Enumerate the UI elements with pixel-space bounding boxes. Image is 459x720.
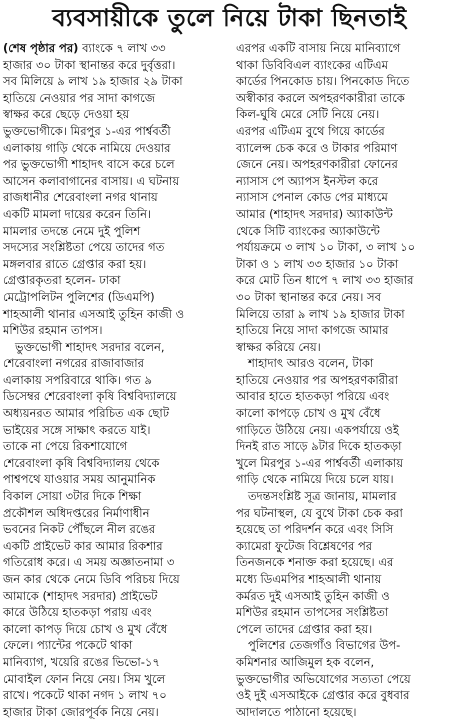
article-line: ন্যাসাস পে অ্যাপস ইনস্টল করে <box>236 173 379 188</box>
article-line: জন কার থেকে নেমে ডিবি পরিচয় দিয়ে <box>3 572 180 586</box>
article-line: বিকাল সোয়া ৩টার দিকে শিক্ষা <box>3 489 142 504</box>
article-line: খুলে মিরপুর ১-এর পার্শ্ববর্তী এলাকায় <box>236 455 404 470</box>
article-line: মামলার তদন্তে নেমে দুই পুলিশ <box>3 223 141 238</box>
article-line: আবার হাতে হাতকড়া পরিয়ে এবং <box>236 389 390 404</box>
article-line: একটি মামলা দায়ের করেন তিনি। <box>3 206 152 221</box>
article-line: পর্যায়ক্রমে ৩ লাখ ১০ টাকা, ৩ লাখ ১০ <box>236 240 416 255</box>
article-line: পর ভুক্তভোগী শাহাদৎ বাসে করে চলে <box>3 157 175 172</box>
article-line: ভাইয়ের সঙ্গে সাক্ষাৎ করতে যাই। <box>3 422 151 437</box>
article-line: গাড়ি থেকে নামিয়ে দিয়ে চলে যায়। <box>236 472 394 487</box>
article-line: ব্যালেন্স চেক করে ও টাকার পরিমাণ <box>236 140 398 155</box>
article-line: কিল-ঘুষি মেরে সেটি নিয়ে নেয়। <box>236 107 380 122</box>
article-line: ৩০ টাকা স্থানান্তর করে নেয়। সব <box>236 289 382 304</box>
continued-label: (শেষ পৃষ্ঠার পর) <box>3 41 79 55</box>
article-line: কর্মরত দুই এসআই তুহিন কাজী ও <box>236 588 390 603</box>
article-line: আমাকে (শাহাদৎ সরদার) প্রাইভেট <box>3 588 158 603</box>
article-line: কালো কাপড় দিয়ে চোখ ও মুখ বেঁধে <box>3 621 168 636</box>
article-line: এলাকায় সপরিবারে থাকি। গত ৯ <box>3 372 152 387</box>
article-line: হয়েছে তা পরিদর্শন করে এবং সিসি <box>236 522 394 537</box>
article-line: এরপর এটিএম বুথে গিয়ে কার্ডের <box>236 123 385 138</box>
article-line: তিনজনকে শনাক্ত করা হয়েছে। এর <box>236 555 394 570</box>
article-line: গাড়িতে উঠিয়ে নেয়। একপর্যায়ে ওই <box>236 422 399 437</box>
article-line: হাতিয়ে নেওয়ার পর সাদা কাগজে <box>3 90 156 105</box>
article-line: শেরেবাংলা নগরের রাজাবাজার <box>3 356 144 371</box>
article-line: টাকা ও ১ লাখ ৩৩ হাজার ১০ টাকা <box>236 256 399 271</box>
article-line: একটি প্রাইভেট কার আমার রিকশার <box>3 538 163 553</box>
article-line: দিনই রাত সাড়ে ৯টার দিকে হাতকড়া <box>236 439 402 454</box>
article-line: গ্রেপ্তারকৃতরা হলেন- ঢাকা <box>3 273 121 288</box>
article-line: ভুক্তভোগী শাহাদৎ সরদার বলেন, <box>15 339 165 354</box>
article-line: অধ্যয়নরত আমার পরিচিত এক ছোট <box>3 406 169 421</box>
article-line: তদন্তসংশ্লিষ্ট সূত্র জানায়, মামলার <box>248 489 397 504</box>
article-column-left <box>3 40 225 719</box>
article-line: ডিসেম্বর শেরেবাংলা কৃষি বিশ্ববিদ্যালয়ে <box>3 389 177 404</box>
article-line: মানিব্যাগ, খয়েরি রঙের ভিভো-১৭ <box>3 654 160 669</box>
article-line: আমার (শাহাদৎ সরদার) অ্যাকাউন্ট <box>236 206 393 221</box>
article-line: কালো কাপড়ে চোখ ও মুখ বেঁধে <box>236 406 381 421</box>
article-line: কমিশনার আজিমুল হক বলেন, <box>236 654 375 669</box>
article-line: মশিউর রহমান তাপসের সংশ্লিষ্টতা <box>236 605 389 620</box>
article-line: স্বাক্ষর করিয়ে নেয়। <box>236 339 321 354</box>
article-line: এলাকায় গাড়ি থেকে নামিয়ে দেওয়ার <box>3 140 171 155</box>
article-line: ন্যাসাস পেনাল কোড পের মাধ্যমে <box>236 190 388 205</box>
article-line: মোবাইল ফোন নিয়ে নেয়। সিম খুলে <box>3 671 166 686</box>
article-line: মিলিয়ে তারা ৯ লাখ ১৯ হাজার টাকা <box>236 306 405 321</box>
article-line: অস্বীকার করলে অপহরণকারীরা তাকে <box>236 90 405 105</box>
article-line: হাজার টাকা জোরপূর্বক নিয়ে নেয়। <box>3 704 159 719</box>
article-line: স্বাক্ষর করে ছেড়ে দেওয়া হয় <box>3 107 130 122</box>
article-line: মধ্যে ডিএমপির শাহআলী থানায় <box>236 572 382 586</box>
article-line: মঙ্গলবার রাতে গ্রেপ্তার করা হয়। <box>3 256 147 271</box>
article-line: ক্যামেরা ফুটেজ বিশ্লেষণের পর <box>236 538 373 553</box>
article-line: থাকা ডিবিবিএল ব্যাংকের এটিএম <box>236 57 389 72</box>
article-line: জেনে নেয়। অপহরণকারীরা ফোনের <box>236 157 398 172</box>
article-line: শাহআলী থানার এসআই তুহিন কাজী ও <box>3 306 185 321</box>
article-line: ফেলে। প্যান্টের পকেটে থাকা <box>3 638 133 653</box>
article-line: গতিরোধ করে। এ সময় অজ্ঞাতনামা ৩ <box>3 555 175 570</box>
article-line: থেকে সিটি ব্যাংকের অ্যাকাউন্টে <box>236 223 380 238</box>
article-line: পাশ্বপথে যাওয়ার সময় আনুমানিক <box>3 472 156 487</box>
article-line: রাজধানীর শেরেবাংলা নগর থানায় <box>3 190 158 205</box>
article-line: হাজার ৩০ টাকা স্থানান্তর করে দুর্বৃত্তরা। <box>3 57 176 72</box>
headline: ব্যবসায়ীকে তুলে নিয়ে টাকা ছিনতাই <box>52 4 407 32</box>
article-line: সদস্যের সংশ্লিষ্টতা পেয়ে তাদের গত <box>3 240 165 255</box>
article-line: এরপর একটি বাসায় নিয়ে মানিব্যাগে <box>236 41 401 55</box>
article-line: আদালতে পাঠানো হয়েছে। <box>236 704 357 719</box>
article-line: মশিউর রহমান তাপস। <box>3 323 103 338</box>
article-line: মেট্রোপলিটন পুলিশের (ডিএমপি) <box>3 289 155 304</box>
article-line: পর ঘটনাস্থল, যে বুথে টাকা চেক করা <box>236 505 403 520</box>
article-column-right <box>236 40 458 719</box>
article-line: প্রকৌশল অধিদপ্তরের নির্মাণাধীন <box>3 505 150 520</box>
article-line: পুলিশের তেজগাঁও বিভাগের উপ- <box>248 638 401 653</box>
article-line: পেলে তাদের গ্রেপ্তার করা হয়। <box>236 621 373 636</box>
article-line: শাহাদাৎ আরও বলেন, টাকা <box>248 356 374 371</box>
article-line: হাতিয়ে নেওয়ার পর অপহরণকারীরা <box>236 372 398 387</box>
article-line: হাতিয়ে নিয়ে সাদা কাগজে আমার <box>236 323 389 338</box>
article-line-text: ব্যাংকে ৭ লাখ ৩৩ <box>78 41 166 55</box>
article-line: সব মিলিয়ে ৯ লাখ ১৯ হাজার ২৯ টাকা <box>3 74 183 89</box>
article-line: কার্ডের পিনকোড চায়। পিনকোড দিতে <box>236 74 410 89</box>
article-line: রাখে। পকেটে থাকা নগদ ১ লাখ ৭০ <box>3 688 167 703</box>
article-line: শেরেবাংলা কৃষি বিশ্ববিদ্যালয় থেকে <box>3 455 160 470</box>
article-line: ভুক্তভোগীর অভিযোগের সত্যতা পেয়ে <box>236 671 411 686</box>
article-line: ভুক্তভোগীকে। মিরপুর ১-এর পার্শ্ববর্তী <box>3 123 171 138</box>
article-line: করে মোট তিন ধাপে ৭ লাখ ৩৩ হাজার <box>236 273 414 288</box>
article-line: আসেন কলাবাগানের বাসায়। এ ঘটনায় <box>3 173 180 188</box>
article-line: তাকে না পেয়ে রিকশাযোগে <box>3 439 128 454</box>
article-line: কারে উঠিয়ে হাতকড়া পরায় এবং <box>3 605 152 620</box>
article-line: ভবনের নিকট পৌঁছলে নীল রঙের <box>3 522 156 537</box>
article-line: ওই দুই এসআইকে গ্রেপ্তার করে বুধবার <box>236 688 410 703</box>
article-line <box>3 40 225 57</box>
